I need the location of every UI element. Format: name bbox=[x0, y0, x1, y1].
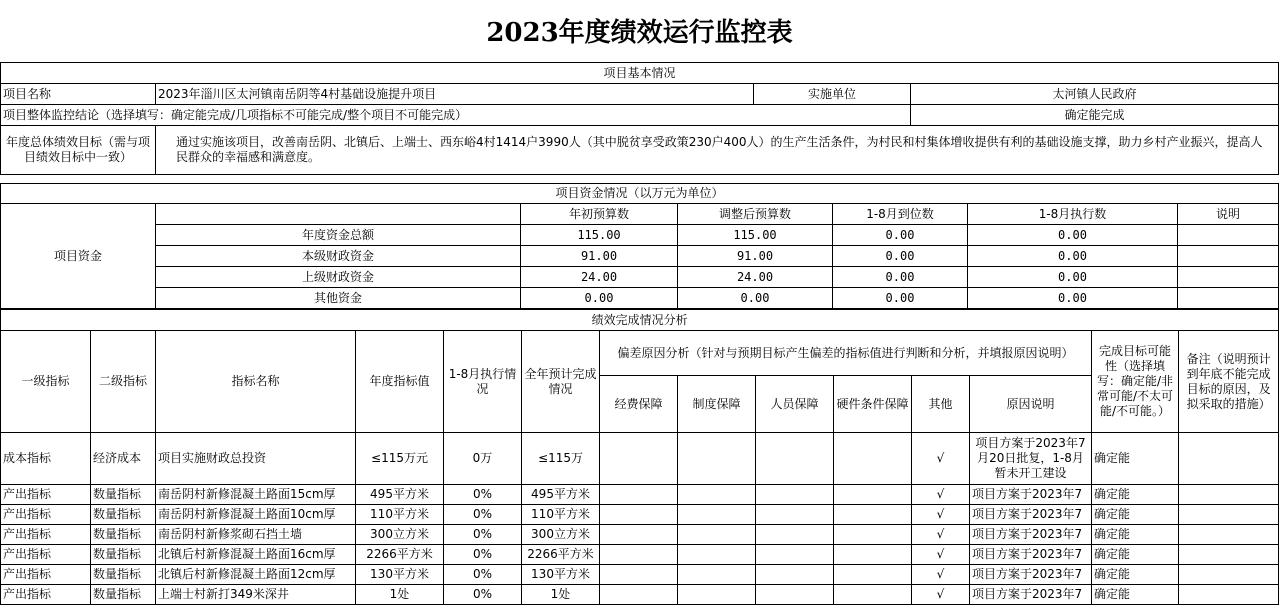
cell-forecast[interactable]: 300立方米 bbox=[522, 525, 600, 545]
table-row bbox=[1, 505, 1279, 525]
cell-annual-value[interactable]: ≤115万元 bbox=[356, 433, 444, 485]
cell-indicator-name[interactable]: 北镇后村新修混凝土路面16cm厚 bbox=[156, 545, 356, 565]
funds-cell[interactable]: 0.00 bbox=[833, 225, 968, 246]
cell-forecast[interactable]: 495平方米 bbox=[522, 485, 600, 505]
cell-level1[interactable]: 产出指标 bbox=[1, 545, 91, 565]
cell-level1[interactable]: 产出指标 bbox=[1, 485, 91, 505]
cell-possibility[interactable]: 确定能 bbox=[1092, 485, 1179, 505]
header-sub-staff: 人员保障 bbox=[756, 376, 834, 433]
cell-possibility[interactable]: 确定能 bbox=[1092, 525, 1179, 545]
cell-level1[interactable]: 产出指标 bbox=[1, 585, 91, 605]
funds-cell[interactable]: 0.00 bbox=[833, 288, 968, 309]
funds-table bbox=[0, 183, 1279, 309]
cell-system[interactable] bbox=[678, 485, 756, 505]
funds-cell[interactable] bbox=[1178, 267, 1279, 288]
header-remark: 备注（说明预计到年底不能完成目标的原因，及拟采取的措施） bbox=[1179, 331, 1279, 433]
cell-other[interactable]: √ bbox=[912, 505, 970, 525]
funds-cell[interactable]: 0.00 bbox=[968, 267, 1178, 288]
funds-label: 项目资金 bbox=[1, 204, 156, 309]
funds-header-executed: 1-8月执行数 bbox=[968, 204, 1178, 225]
project-name-value[interactable]: 2023年淄川区太河镇南岳阴等4村基础设施提升项目 bbox=[156, 84, 754, 105]
funds-cell[interactable]: 115.00 bbox=[678, 225, 833, 246]
cell-exec[interactable]: 0% bbox=[444, 505, 522, 525]
cell-possibility[interactable]: 确定能 bbox=[1092, 433, 1179, 485]
cell-remark[interactable] bbox=[1179, 433, 1279, 485]
cell-indicator-name[interactable]: 南岳阴村新修浆砌石挡土墙 bbox=[156, 525, 356, 545]
cell-hardware[interactable] bbox=[834, 433, 912, 485]
basic-info-table bbox=[0, 62, 1279, 175]
conclusion-value[interactable]: 确定能完成 bbox=[911, 105, 1279, 126]
table-row bbox=[1, 585, 1279, 605]
cell-other[interactable]: √ bbox=[912, 433, 970, 485]
conclusion-label: 项目整体监控结论（选择填写：确定能完成/几项指标不可能完成/整个项目不可能完成） bbox=[1, 105, 911, 126]
cell-annual-value[interactable]: 1处 bbox=[356, 585, 444, 605]
table-row bbox=[1, 565, 1279, 585]
cell-funding[interactable] bbox=[600, 565, 678, 585]
cell-indicator-name[interactable]: 南岳阴村新修混凝土路面10cm厚 bbox=[156, 505, 356, 525]
cell-funding[interactable] bbox=[600, 505, 678, 525]
cell-funding[interactable] bbox=[600, 433, 678, 485]
cell-remark[interactable] bbox=[1179, 525, 1279, 545]
cell-staff[interactable] bbox=[756, 525, 834, 545]
cell-hardware[interactable] bbox=[834, 525, 912, 545]
cell-reason[interactable]: 项目方案于2023年7 bbox=[970, 485, 1092, 505]
cell-forecast[interactable]: 2266平方米 bbox=[522, 545, 600, 565]
cell-exec[interactable]: 0% bbox=[444, 565, 522, 585]
cell-other[interactable]: √ bbox=[912, 545, 970, 565]
cell-level1[interactable]: 产出指标 bbox=[1, 505, 91, 525]
cell-remark[interactable] bbox=[1179, 505, 1279, 525]
header-annual-value: 年度指标值 bbox=[356, 331, 444, 433]
funds-cell[interactable]: 24.00 bbox=[678, 267, 833, 288]
cell-funding[interactable] bbox=[600, 525, 678, 545]
cell-system[interactable] bbox=[678, 525, 756, 545]
cell-level2[interactable]: 数量指标 bbox=[91, 525, 156, 545]
cell-other[interactable]: √ bbox=[912, 525, 970, 545]
cell-staff[interactable] bbox=[756, 565, 834, 585]
cell-level1[interactable]: 产出指标 bbox=[1, 525, 91, 545]
cell-indicator-name[interactable]: 南岳阴村新修混凝土路面15cm厚 bbox=[156, 485, 356, 505]
cell-possibility[interactable]: 确定能 bbox=[1092, 585, 1179, 605]
cell-hardware[interactable] bbox=[834, 545, 912, 565]
cell-remark[interactable] bbox=[1179, 585, 1279, 605]
funds-header-note: 说明 bbox=[1178, 204, 1279, 225]
cell-hardware[interactable] bbox=[834, 485, 912, 505]
funds-cell[interactable]: 91.00 bbox=[678, 246, 833, 267]
cell-annual-value[interactable]: 130平方米 bbox=[356, 565, 444, 585]
cell-reason[interactable]: 项目方案于2023年7 bbox=[970, 525, 1092, 545]
cell-system[interactable] bbox=[678, 585, 756, 605]
header-sub-other: 其他 bbox=[912, 376, 970, 433]
funds-cell[interactable]: 0.00 bbox=[833, 246, 968, 267]
cell-level2[interactable]: 数量指标 bbox=[91, 505, 156, 525]
cell-level1[interactable]: 产出指标 bbox=[1, 565, 91, 585]
cell-staff[interactable] bbox=[756, 585, 834, 605]
funds-header-arrived: 1-8月到位数 bbox=[833, 204, 968, 225]
cell-remark[interactable] bbox=[1179, 485, 1279, 505]
funds-row-label: 本级财政资金 bbox=[156, 246, 521, 267]
table-row bbox=[1, 433, 1279, 485]
cell-reason[interactable]: 项目方案于2023年7 bbox=[970, 505, 1092, 525]
funds-cell[interactable] bbox=[1178, 225, 1279, 246]
header-exec: 1-8月执行情况 bbox=[444, 331, 522, 433]
cell-forecast[interactable]: 1处 bbox=[522, 585, 600, 605]
unit-value[interactable]: 太河镇人民政府 bbox=[911, 84, 1279, 105]
cell-funding[interactable] bbox=[600, 545, 678, 565]
header-forecast: 全年预计完成情况 bbox=[522, 331, 600, 433]
cell-remark[interactable] bbox=[1179, 545, 1279, 565]
cell-system[interactable] bbox=[678, 545, 756, 565]
header-indicator-name: 指标名称 bbox=[156, 331, 356, 433]
cell-funding[interactable] bbox=[600, 585, 678, 605]
cell-exec[interactable]: 0% bbox=[444, 585, 522, 605]
cell-level2[interactable]: 数量指标 bbox=[91, 485, 156, 505]
cell-exec[interactable]: 0% bbox=[444, 525, 522, 545]
cell-system[interactable] bbox=[678, 505, 756, 525]
table-row bbox=[1, 545, 1279, 565]
cell-annual-value[interactable]: 300立方米 bbox=[356, 525, 444, 545]
cell-level2[interactable]: 数量指标 bbox=[91, 545, 156, 565]
cell-level2[interactable]: 数量指标 bbox=[91, 565, 156, 585]
cell-forecast[interactable]: 110平方米 bbox=[522, 505, 600, 525]
funds-header-initial: 年初预算数 bbox=[521, 204, 678, 225]
unit-label: 实施单位 bbox=[754, 84, 911, 105]
funds-row-label: 其他资金 bbox=[156, 288, 521, 309]
cell-indicator-name[interactable]: 北镇后村新修混凝土路面12cm厚 bbox=[156, 565, 356, 585]
cell-annual-value[interactable]: 495平方米 bbox=[356, 485, 444, 505]
header-sub-funding: 经费保障 bbox=[600, 376, 678, 433]
cell-other[interactable]: √ bbox=[912, 585, 970, 605]
cell-possibility[interactable]: 确定能 bbox=[1092, 565, 1179, 585]
cell-indicator-name[interactable]: 上端士村新打349米深井 bbox=[156, 585, 356, 605]
cell-indicator-name[interactable]: 项目实施财政总投资 bbox=[156, 433, 356, 485]
section-funds: 项目资金情况（以万元为单位） bbox=[1, 184, 1279, 204]
funds-header-adjusted: 调整后预算数 bbox=[678, 204, 833, 225]
cell-annual-value[interactable]: 110平方米 bbox=[356, 505, 444, 525]
cell-funding[interactable] bbox=[600, 485, 678, 505]
funds-row-label: 上级财政资金 bbox=[156, 267, 521, 288]
cell-remark[interactable] bbox=[1179, 565, 1279, 585]
cell-system[interactable] bbox=[678, 565, 756, 585]
cell-system[interactable] bbox=[678, 433, 756, 485]
section-basic-info: 项目基本情况 bbox=[1, 63, 1279, 84]
funds-cell[interactable]: 24.00 bbox=[521, 267, 678, 288]
funds-cell[interactable]: 0.00 bbox=[968, 225, 1178, 246]
funds-header-blank bbox=[156, 204, 521, 225]
goal-label: 年度总体绩效目标（需与项目绩效目标中一致） bbox=[1, 126, 156, 175]
funds-cell[interactable]: 0.00 bbox=[968, 246, 1178, 267]
goal-value[interactable]: 通过实施该项目，改善南岳阴、北镇后、上端士、西东峪4村1414户3990人（其中脱贫享受政策230户400人）的生产生活条件，为村民和村集体增收提供有利的基础设施支撑，助力乡村产业振兴，提高人民群众的幸福感和满意度。 bbox=[156, 126, 1279, 175]
cell-hardware[interactable] bbox=[834, 565, 912, 585]
cell-hardware[interactable] bbox=[834, 505, 912, 525]
cell-other[interactable]: √ bbox=[912, 485, 970, 505]
funds-cell[interactable]: 0.00 bbox=[678, 288, 833, 309]
section-performance: 绩效完成情况分析 bbox=[1, 310, 1279, 331]
cell-other[interactable]: √ bbox=[912, 565, 970, 585]
table-row bbox=[1, 485, 1279, 505]
cell-hardware[interactable] bbox=[834, 585, 912, 605]
cell-level1[interactable]: 成本指标 bbox=[1, 433, 91, 485]
header-deviation: 偏差原因分析（针对与预期目标产生偏差的指标值进行判断和分析，并填报原因说明） bbox=[600, 331, 1092, 376]
cell-possibility[interactable]: 确定能 bbox=[1092, 505, 1179, 525]
cell-exec[interactable]: 0万 bbox=[444, 433, 522, 485]
performance-table bbox=[0, 309, 1279, 605]
project-name-label: 项目名称 bbox=[1, 84, 156, 105]
funds-cell[interactable]: 0.00 bbox=[833, 267, 968, 288]
cell-reason[interactable]: 项目方案于2023年7月20日批复，1-8月暂未开工建设 bbox=[970, 433, 1092, 485]
cell-level2[interactable]: 经济成本 bbox=[91, 433, 156, 485]
funds-cell[interactable]: 0.00 bbox=[521, 288, 678, 309]
table-row bbox=[1, 525, 1279, 545]
cell-exec[interactable]: 0% bbox=[444, 545, 522, 565]
cell-exec[interactable]: 0% bbox=[444, 485, 522, 505]
header-possibility: 完成目标可能性（选择填写：确定能/非常可能/不太可能/不可能。） bbox=[1092, 331, 1179, 433]
cell-possibility[interactable]: 确定能 bbox=[1092, 545, 1179, 565]
cell-staff[interactable] bbox=[756, 545, 834, 565]
cell-staff[interactable] bbox=[756, 505, 834, 525]
cell-forecast[interactable]: 130平方米 bbox=[522, 565, 600, 585]
funds-cell[interactable] bbox=[1178, 246, 1279, 267]
cell-reason[interactable]: 项目方案于2023年7 bbox=[970, 585, 1092, 605]
funds-row-label: 年度资金总额 bbox=[156, 225, 521, 246]
funds-cell[interactable]: 115.00 bbox=[521, 225, 678, 246]
cell-reason[interactable]: 项目方案于2023年7 bbox=[970, 565, 1092, 585]
page-title: 2023年度绩效运行监控表 bbox=[486, 17, 793, 48]
funds-cell[interactable]: 0.00 bbox=[968, 288, 1178, 309]
cell-staff[interactable] bbox=[756, 433, 834, 485]
header-level2: 二级指标 bbox=[91, 331, 156, 433]
cell-level2[interactable]: 数量指标 bbox=[91, 585, 156, 605]
cell-annual-value[interactable]: 2266平方米 bbox=[356, 545, 444, 565]
header-sub-system: 制度保障 bbox=[678, 376, 756, 433]
header-sub-hardware: 硬件条件保障 bbox=[834, 376, 912, 433]
cell-forecast[interactable]: ≤115万 bbox=[522, 433, 600, 485]
funds-cell[interactable]: 91.00 bbox=[521, 246, 678, 267]
cell-reason[interactable]: 项目方案于2023年7 bbox=[970, 545, 1092, 565]
funds-cell[interactable] bbox=[1178, 288, 1279, 309]
cell-staff[interactable] bbox=[756, 485, 834, 505]
header-level1: 一级指标 bbox=[1, 331, 91, 433]
header-sub-reason: 原因说明 bbox=[970, 376, 1092, 433]
